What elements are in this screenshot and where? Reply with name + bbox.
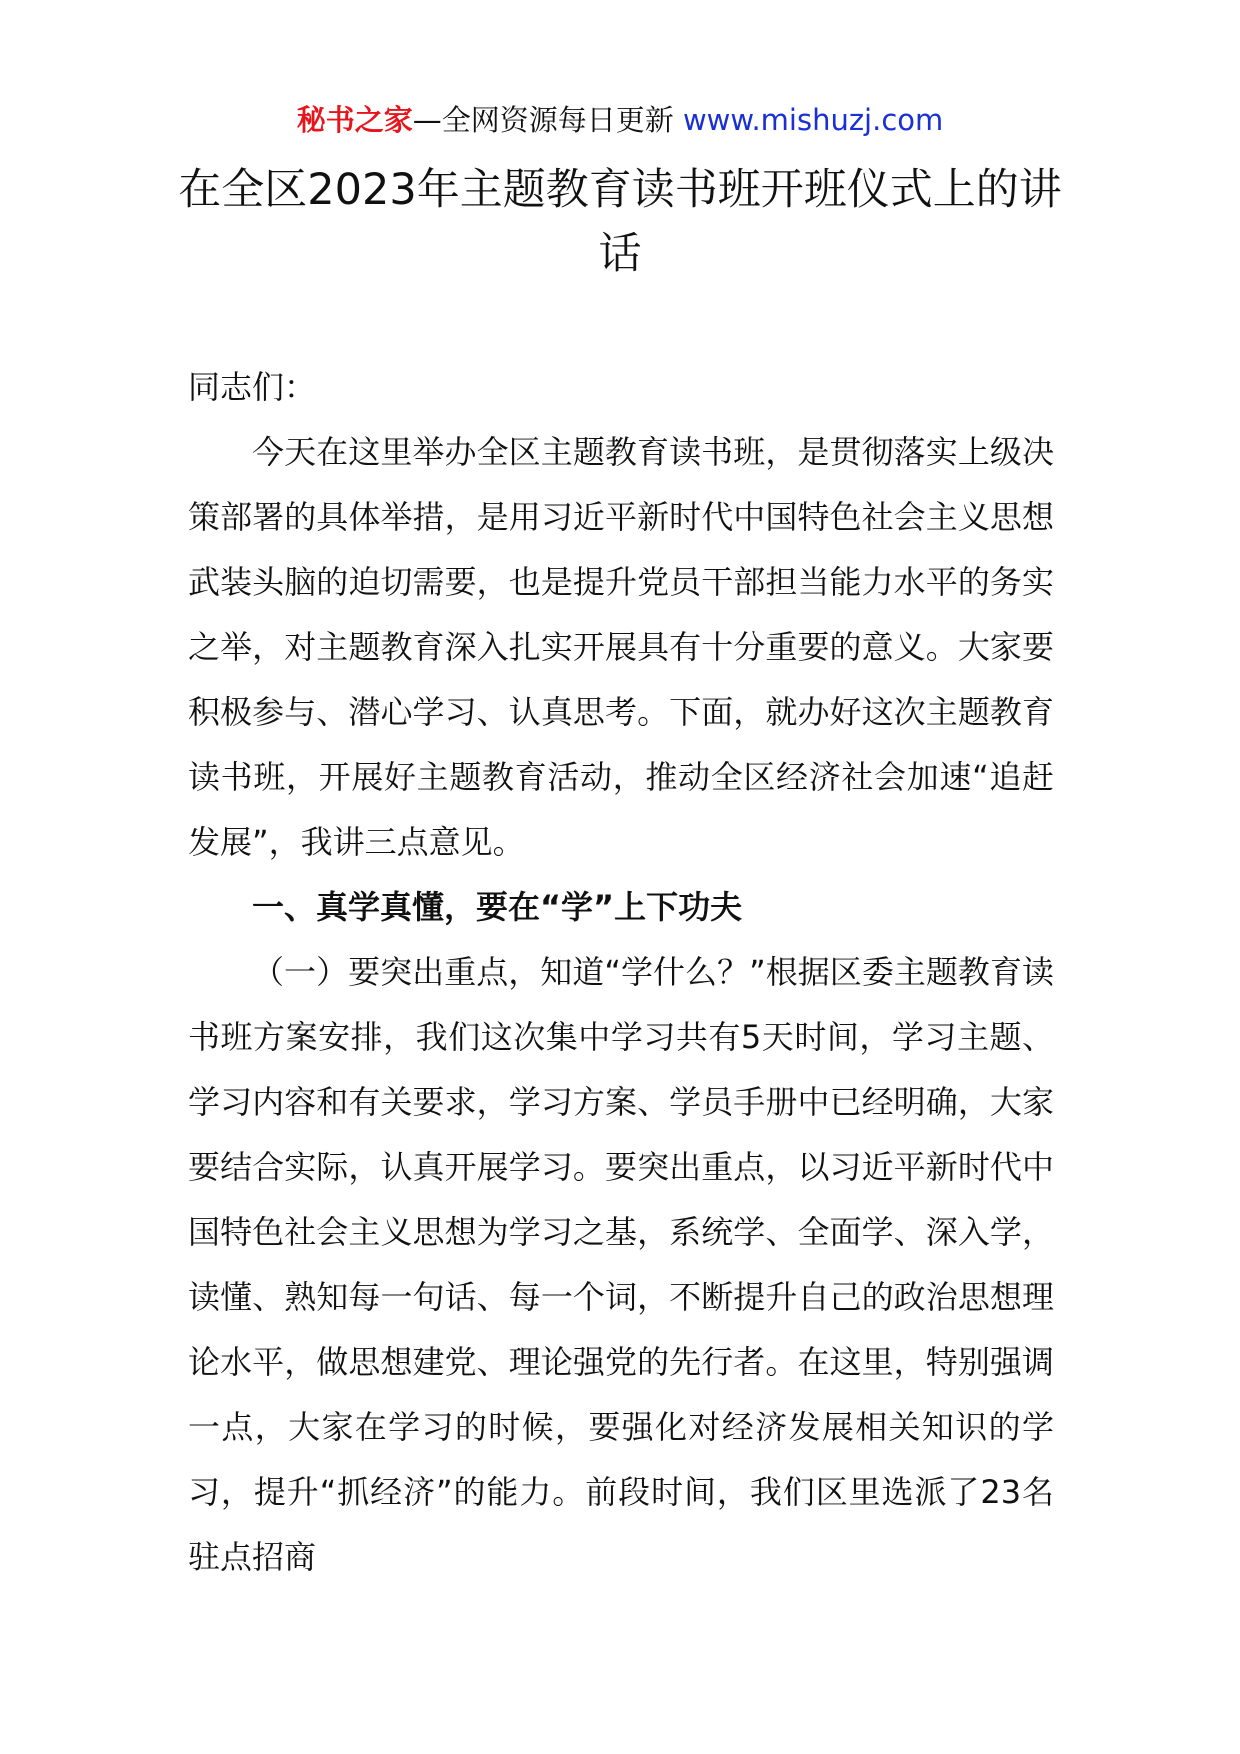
site-url-link[interactable]: www.mishuzj.com — [682, 103, 944, 137]
site-header — [0, 100, 1240, 140]
document-title: 在全区2023年主题教育读书班开班仪式上的讲话 — [178, 165, 1062, 279]
section-heading: 一、真学真懂，要在“学”上下功夫 — [252, 888, 743, 926]
body-paragraph: 今天在这里举办全区主题教育读书班，是贯彻落实上级决策部署的具体举措，是用习近平新时代中国特色社会主义思想武装头脑的迫切需要，也是提升党员干部担当能力水平的务实之举，对主题教育深入扎实开展具有十分重要的意义。大家要积极参与、潜心学习、认真思考。下面，就办好这次主题教育读书班，开展好主题教育活动，推动全区经济社会加速“追赶发展”，我讲三点意见。 — [188, 433, 1054, 861]
salutation: 同志们： — [188, 368, 317, 406]
body-paragraph: （一）要突出重点，知道“学什么？”根据区委主题教育读书班方案安排，我们这次集中学习共有5天时间，学习主题、学习内容和有关要求，学习方案、学员手册中已经明确，大家要结合实际，认真开展学习。要突出重点，以习近平新时代中国特色社会主义思想为学习之基，系统学、全面学、深入学，读懂、熟知每一句话、每一个词，不断提升自己的政治思想理论水平，做思想建党、理论强党的先行者。在这里，特别强调一点，大家在学习的时候，要强化对经济发展相关知识的学习，提升“抓经济”的能力。前段时间，我们区里选派了23名驻点招商 — [188, 953, 1054, 1576]
document-body — [188, 355, 1054, 1590]
header-tagline: —全网资源每日更新 — [412, 103, 674, 137]
brand-name: 秘书之家 — [296, 103, 413, 137]
